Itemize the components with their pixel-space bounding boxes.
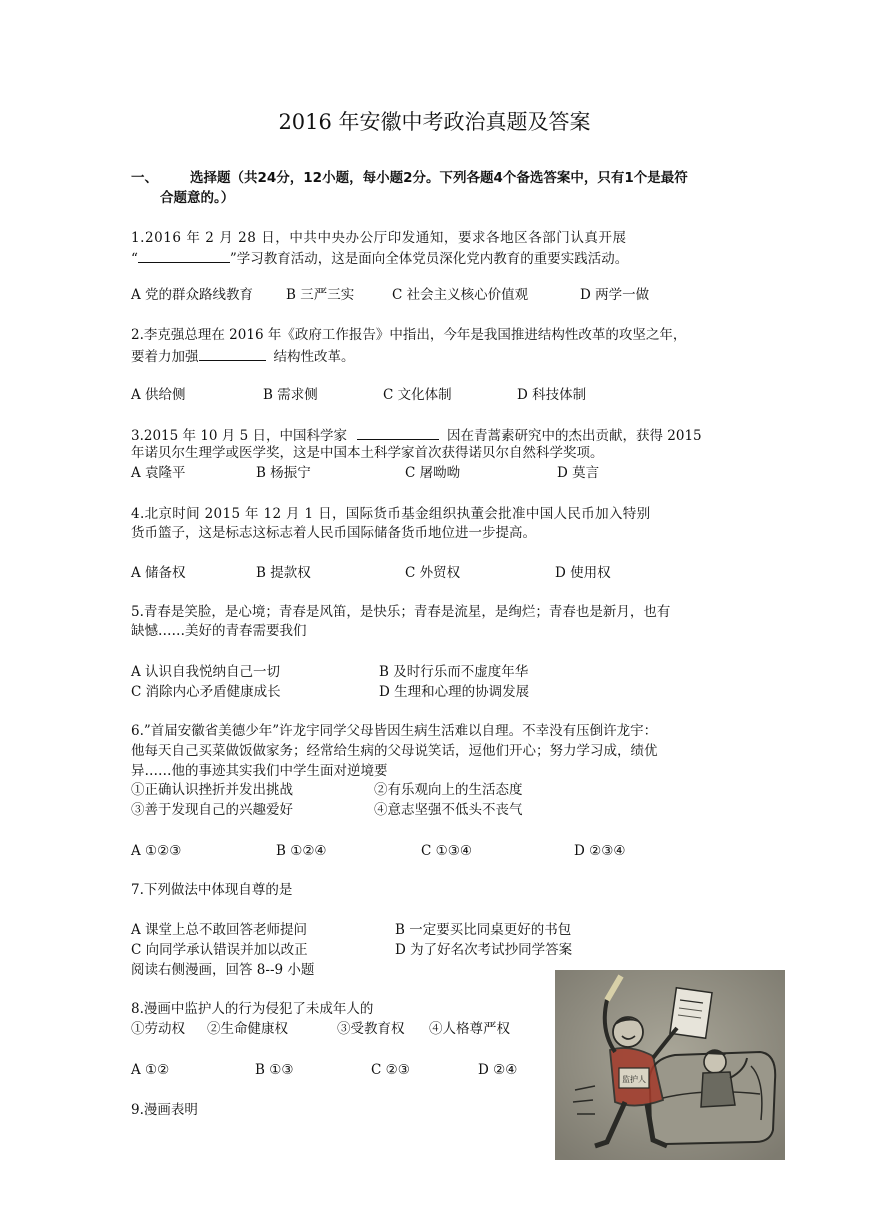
q7-stem: 7.下列做法中体现自尊的是 <box>131 882 293 898</box>
q6-option-d: D ②③④ <box>574 843 626 859</box>
guardian-label: 监护人 <box>622 1075 646 1084</box>
q2-option-a: A 供给侧 <box>131 387 186 403</box>
q8-option-c: C ②③ <box>371 1062 410 1078</box>
q2-stem-prefix: 要着力加强 <box>131 349 199 365</box>
q5-option-c: C 消除内心矛盾健康成长 <box>131 684 281 700</box>
page-title: 2016 年安徽中考政治真题及答案 <box>278 110 591 134</box>
q7-option-c: C 向同学承认错误并加以改正 <box>131 942 308 958</box>
q4-option-d: D 使用权 <box>555 565 611 581</box>
q8-item-4: ④人格尊严权 <box>429 1021 510 1037</box>
comic-drawing <box>555 970 785 1160</box>
q6-item-2: ②有乐观向上的生活态度 <box>374 782 523 798</box>
q1-stem-line1: 1.2016 年 2 月 28 日，中共中央办公厅印发通知，要求各地区各部门认真开展 <box>131 230 627 246</box>
section-heading-line1: 选择题（共24分，12小题，每小题2分。下列各题4个备选答案中，只有1个是最符 <box>190 170 688 186</box>
q3-option-a: A 袁隆平 <box>131 465 186 481</box>
q7-option-a: A 课堂上总不敢回答老师提问 <box>131 922 308 938</box>
q1-answer-blank <box>138 248 230 263</box>
q7-option-b: B 一定要买比同桌更好的书包 <box>395 922 572 938</box>
q8-option-a: A ①② <box>131 1062 170 1078</box>
q3-stem-line1 <box>131 425 702 446</box>
q8-item-3: ③受教育权 <box>337 1021 405 1037</box>
q5-option-a: A 认识自我悦纳自己一切 <box>131 664 281 680</box>
q3-option-b: B 杨振宁 <box>256 465 311 481</box>
q2-stem-suffix: 结构性改革。 <box>273 349 355 365</box>
q6-option-a: A ①②③ <box>131 843 182 859</box>
q2-option-c: C 文化体制 <box>383 387 452 403</box>
section-number: 一、 <box>131 170 158 186</box>
q4-stem-line2: 货币篮子，这是标志这标志着人民币国际储备货币地位进一步提高。 <box>131 525 536 541</box>
q6-stem-line3: 异……他的事迹其实我们中学生面对逆境要 <box>131 763 388 779</box>
q3-option-c: C 屠呦呦 <box>405 465 461 481</box>
q5-option-d: D 生理和心理的协调发展 <box>379 684 530 700</box>
q8-option-d: D ②④ <box>478 1062 518 1078</box>
q9-stem: 9.漫画表明 <box>131 1102 198 1118</box>
q4-option-c: C 外贸权 <box>405 565 461 581</box>
q1-option-b: B 三严三实 <box>286 287 355 303</box>
q1-option-d: D 两学一做 <box>580 287 650 303</box>
q2-stem-line1: 2.李克强总理在 2016 年《政府工作报告》中指出，今年是我国推进结构性改革的攻坚之年， <box>131 327 687 343</box>
q4-stem-line1: 4.北京时间 2015 年 12 月 1 日，国际货币基金组织执董会批准中国人民币加入特别 <box>131 506 651 522</box>
q4-option-b: B 提款权 <box>256 565 311 581</box>
q7-option-d: D 为了好名次考试抄同学答案 <box>395 942 573 958</box>
section-heading-line2: 合题意的。） <box>160 190 235 206</box>
q1-stem-rest: ”学习教育活动，这是面向全体党员深化党内教育的重要实践活动。 <box>229 251 629 267</box>
q8-stem: 8.漫画中监护人的行为侵犯了未成年人的 <box>131 1001 374 1017</box>
q3-stem-prefix: 3.2015 年 10 月 5 日，中国科学家 <box>131 428 347 444</box>
comic-intro: 阅读右侧漫画，回答 8--9 小题 <box>131 962 315 978</box>
q8-item-1: ①劳动权 <box>131 1021 185 1037</box>
q3-stem-line2: 年诺贝尔生理学或医学奖，这是中国本土科学家首次获得诺贝尔自然科学奖项。 <box>131 445 604 461</box>
q6-item-4: ④意志坚强不低头不丧气 <box>374 802 523 818</box>
q6-item-3: ③善于发现自己的兴趣爱好 <box>131 802 293 818</box>
q6-option-c: C ①③④ <box>421 843 472 859</box>
q6-option-b: B ①②④ <box>276 843 327 859</box>
q3-stem-middle: 因在青蒿素研究中的杰出贡献，获得 2015 <box>446 428 702 444</box>
q1-option-a: A 党的群众路线教育 <box>131 287 254 303</box>
comic-illustration <box>555 970 785 1160</box>
q6-item-1: ①正确认识挫折并发出挑战 <box>131 782 293 798</box>
q8-option-b: B ①③ <box>255 1062 294 1078</box>
q5-option-b: B 及时行乐而不虚度年华 <box>379 664 529 680</box>
q1-stem-line2 <box>131 248 628 269</box>
q2-stem-line2 <box>131 346 355 367</box>
q2-answer-blank <box>199 346 266 361</box>
q5-stem-line1: 5.青春是笑脸，是心境；青春是风笛，是快乐；青春是流星，是绚烂；青春也是新月，也有 <box>131 604 671 620</box>
q1-quote-open: “ <box>131 251 138 267</box>
q6-stem-line1: 6.”首届安徽省美德少年”许龙宇同学父母皆因生病生活难以自理。不幸没有压倒许龙宇： <box>131 723 658 739</box>
q3-answer-blank <box>357 425 439 440</box>
q6-stem-line2: 他每天自己买菜做饭做家务；经常给生病的父母说笑话，逗他们开心；努力学习成，绩优 <box>131 743 658 759</box>
q8-item-2: ②生命健康权 <box>207 1021 288 1037</box>
q3-option-d: D 莫言 <box>557 465 600 481</box>
q1-option-c: C 社会主义核心价值观 <box>392 287 529 303</box>
q2-option-b: B 需求侧 <box>263 387 318 403</box>
q2-option-d: D 科技体制 <box>517 387 587 403</box>
q5-stem-line2: 缺憾……美好的青春需要我们 <box>131 623 307 639</box>
q4-option-a: A 储备权 <box>131 565 186 581</box>
